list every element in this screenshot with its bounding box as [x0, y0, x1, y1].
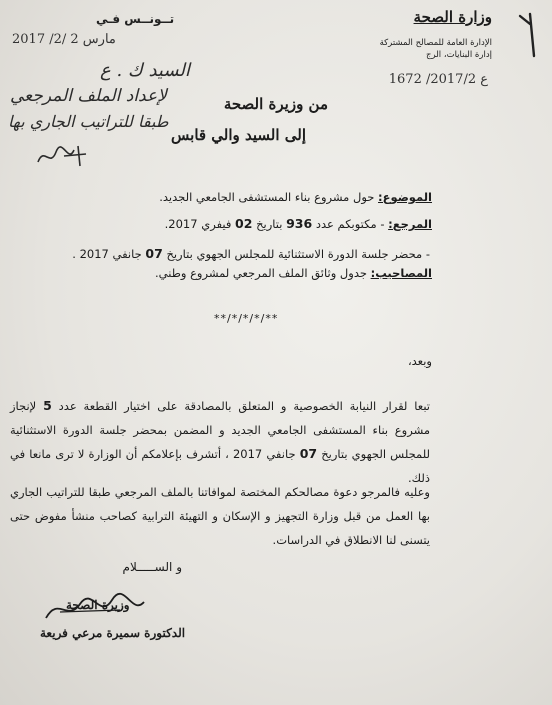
- reference-item-2-pre: - محضر جلسة الدورة الاستثنائية للمجلس الجهوي بتاريخ: [166, 247, 430, 261]
- corner-mark-icon: [516, 10, 546, 58]
- closing-greeting: و الســـــلام: [122, 560, 182, 574]
- greeting: وبعد،: [407, 354, 432, 368]
- reference-item-2: [72, 246, 430, 261]
- signature-stamp: [40, 592, 150, 626]
- recipient-title: إلى السيد والي قابس: [171, 126, 306, 144]
- paragraph-1-part-1: تبعا لقرار النيابة الخصوصية و المتعلق بالمصادقة على اختيار القطعة عدد: [58, 399, 431, 413]
- reference-letter-number: 936: [286, 216, 313, 231]
- ministry-name: وزارة الصحة: [413, 8, 492, 26]
- plot-number: 5: [43, 398, 52, 413]
- reference-number: ع 2017/2/ 1672: [388, 72, 488, 87]
- handwritten-note-line-1: السيد ك . ع: [100, 60, 190, 81]
- department-line-1: الإدارة العامة للمصالح المشتركة: [379, 38, 492, 48]
- reference-post: فيفري 2017.: [164, 217, 232, 231]
- attachments-label: المصاحيب:: [370, 266, 432, 280]
- reference-item-2-day: 07: [145, 246, 163, 261]
- reference-line: [165, 216, 432, 231]
- reference-day: 02: [235, 216, 253, 231]
- sender-title: من وزيرة الصحة: [223, 95, 328, 113]
- reference-mid: بتاريخ: [256, 217, 283, 231]
- handwritten-note-line-2: لإعداد الملف المرجعي: [10, 86, 167, 106]
- city-date-label: تــونــس فـي: [96, 12, 175, 26]
- separator: **/*/*/*/**: [214, 312, 279, 325]
- attachments-text: جدول وثائق الملف المرجعي لمشروع وطني.: [155, 266, 367, 280]
- paragraph-1-day: 07: [299, 446, 318, 461]
- handwritten-note-line-3: طبقا للتراتيب الجاري بها: [8, 112, 169, 131]
- reference-item-2-post: جانفي 2017 .: [72, 247, 142, 261]
- subject-text: حول مشروع بناء المستشفى الجامعي الجديد.: [159, 190, 375, 204]
- body-paragraph-1: [10, 394, 430, 490]
- subject-line: [159, 190, 432, 204]
- body-paragraph-2: وعليه فالمرجو دعوة مصالحكم المختصة لموافاتنا بالملف المرجعي طبقا للتراتيب الجاري بها العمل من قبل وزارة التجهيز و الإسكان و التهيئة الترابية كصاحب منشأ مفوض حتى يتسنى لنا الانطلاق في الدراسات.: [10, 485, 430, 547]
- paragraph-1-part-3: جانفي 2017 ، أتشرف بإعلامكم أن الوزارة لا ترى مانعا في ذلك.: [10, 447, 430, 485]
- paragraph-1-part-2: لإنجاز مشروع بناء المستشفى الجامعي الجديد و المضمن بمحضر جلسة الدورة الاستثنائية للمجلس الجهوي بتاريخ: [10, 399, 431, 461]
- attachments-line: [155, 266, 432, 280]
- reference-label: المرجع:: [388, 217, 432, 231]
- handwritten-initials: [34, 142, 90, 170]
- reference-pre: - مكتوبكم عدد: [315, 217, 385, 231]
- signatory-name: الدكتورة سميرة مرعي فريعة: [40, 626, 186, 640]
- handwritten-date: 2017 /2/ 2 مارس: [12, 32, 116, 47]
- subject-label: الموضوع:: [378, 190, 432, 204]
- stamp-title: وزيرة الصحة: [66, 598, 130, 612]
- department-line-2: إدارة البنايات، الرج: [426, 50, 492, 60]
